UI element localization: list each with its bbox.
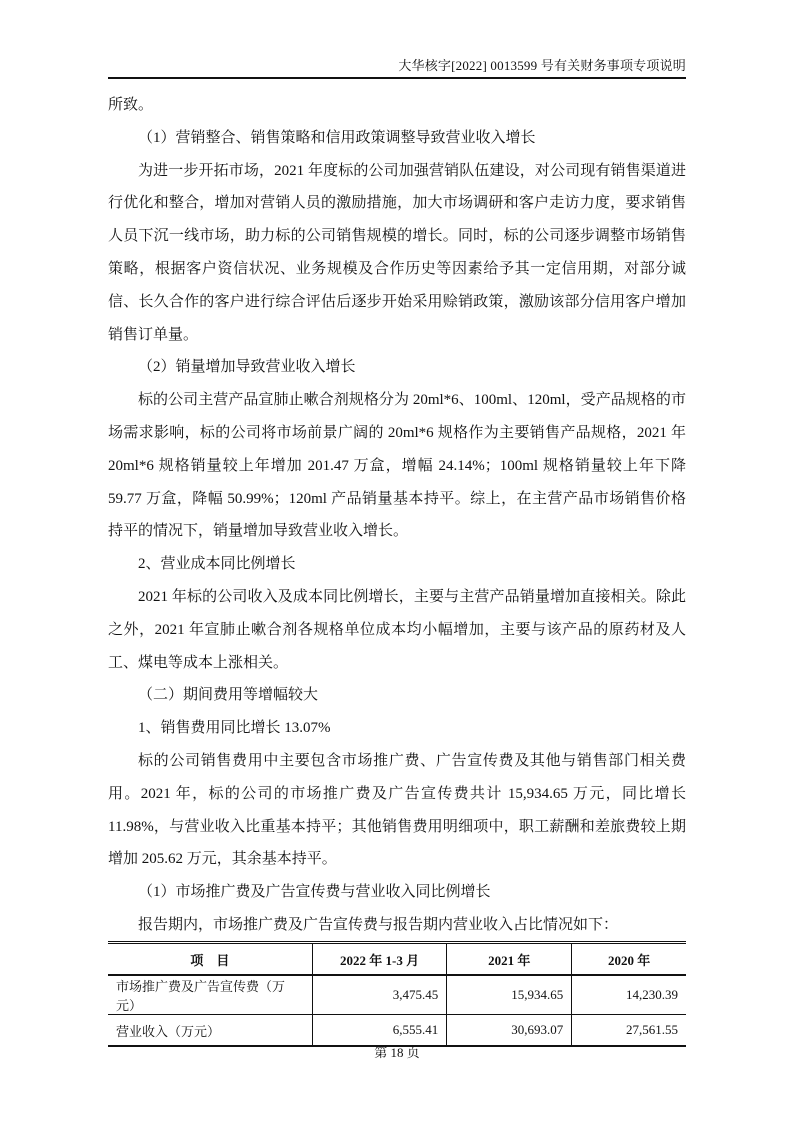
row-label: 营业收入（万元） [108,1015,312,1047]
row-value: 27,561.55 [572,1015,686,1047]
paragraph: 为进一步开拓市场，2021 年度标的公司加强营销队伍建设，对公司现有销售渠道进行优化和整合，增加对营销人员的激励措施，加大市场调研和客户走访力度，要求销售人员下沉一线市场，助力标的公司销售规模的增长。同时，标的公司逐步调整市场销售策略，根据客户资信状况、业务规模及合作历史等因素给予其一定信用期，对部分诚信、长久合作的客户进行综合评估后逐步开始采用赊销政策，激励该部分信用客户增加销售订单量。 [108,162,686,343]
paragraph: （1）营销整合、销售策略和信用政策调整导致营业收入增长 [138,129,536,146]
document-header [108,56,686,79]
row-value: 6,555.41 [312,1015,446,1047]
table-row [108,975,686,1015]
table-column-header: 2020 年 [572,943,686,976]
table-column-header: 2022 年 1-3 月 [312,943,446,976]
table-column-header: 项 目 [108,943,312,976]
table-body [108,975,686,1046]
paragraph: （1）市场推广费及广告宣传费与营业收入同比例增长 [138,884,491,901]
promo-fee-revenue-table [108,941,686,1047]
paragraph: 标的公司销售费用中主要包含市场推广费、广告宣传费及其他与销售部门相关费用。2021 年，标的公司的市场推广费及广告宣传费共计 15,934.65 万元，同比增长 11.98%，与营业收入比重基本持平；其他销售费用明细项中，职工薪酬和差旅费较上期增加 205.62 万元，其余基本持平。 [108,752,686,868]
paragraph: 1、销售费用同比增长 13.07% [138,720,331,737]
table-row [108,1015,686,1047]
document-header-reference: 大华核字[2022] 0013599 号有关财务事项专项说明 [398,58,686,73]
paragraph: 报告期内，市场推广费及广告宣传费与报告期内营业收入占比情况如下： [138,916,619,933]
row-value: 30,693.07 [447,1015,572,1047]
row-value: 15,934.65 [447,975,572,1015]
paragraph: （2）销量增加导致营业收入增长 [138,359,356,376]
row-label: 市场推广费及广告宣传费（万元） [116,979,286,1013]
paragraph: 所致。 [108,97,154,113]
row-value: 3,475.45 [312,975,446,1015]
table-header-row [108,943,686,976]
table-column-header: 2021 年 [447,943,572,976]
paragraph: 2、营业成本同比例增长 [138,556,296,573]
paragraph: （二）期间费用等增幅较大 [138,687,319,704]
paragraph: 标的公司主营产品宣肺止嗽合剂规格分为 20ml*6、100ml、120ml，受产品规格的市场需求影响，标的公司将市场前景广阔的 20ml*6 规格作为主要销售产品规格，2021 年 20ml*6 规格销量较上年增加 201.47 万盒，增幅 24.14%；100ml 规格销量较上年下降 59.77 万盒，降幅 50.99%；120ml 产品销量基本持平。综上，在主营产品市场销售价格持平的情况下，销量增加导致营业收入增长。 [108,392,686,540]
row-value: 14,230.39 [572,975,686,1015]
document-body [108,89,686,942]
paragraph: 2021 年标的公司收入及成本同比例增长，主要与主营产品销量增加直接相关。除此之外，2021 年宣肺止嗽合剂各规格单位成本均小幅增加，主要与该产品的原药材及人工、煤电等成本上涨相关。 [108,588,686,671]
page-number: 第 18 页 [374,1045,420,1060]
